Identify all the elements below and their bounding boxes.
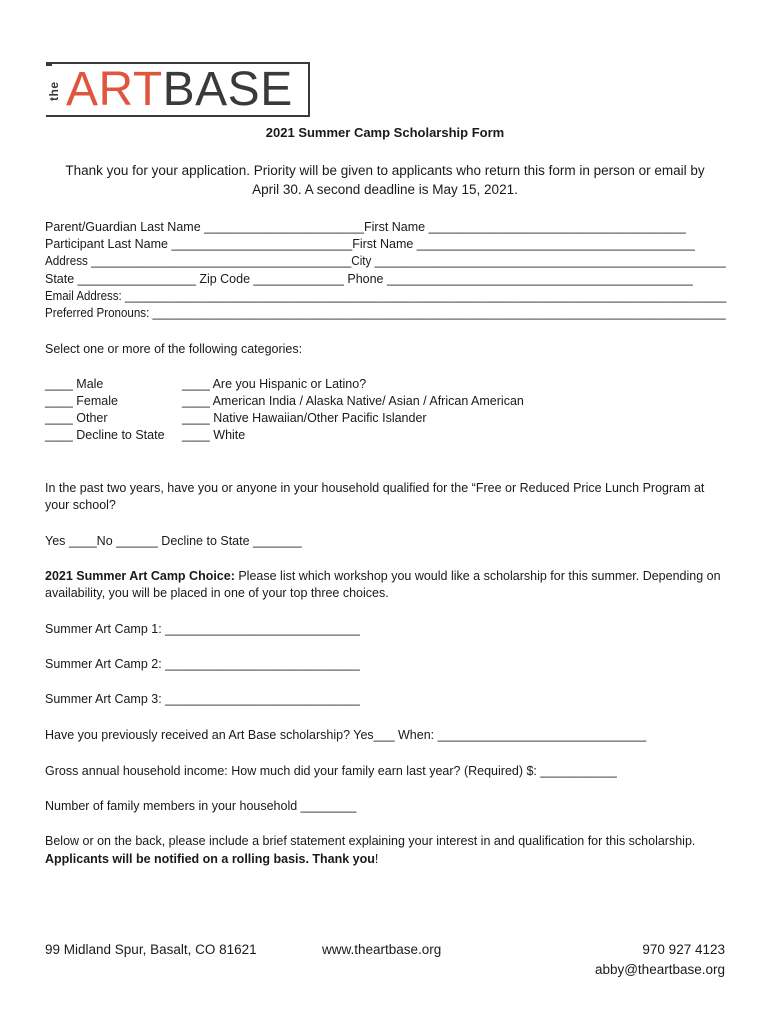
categories-prompt: Select one or more of the following categories: — [45, 342, 303, 356]
footer-website[interactable]: www.theartbase.org — [322, 942, 442, 957]
footer-address: 99 Midland Spur, Basalt, CO 81621 — [45, 942, 257, 957]
summer-camp-3-field[interactable]: Summer Art Camp 3: ____________________________ — [45, 692, 360, 706]
artbase-logo — [46, 62, 310, 117]
camp-choice-line-2: availability, you will be placed in one of your top three choices. — [45, 586, 389, 600]
summer-camp-2-field[interactable]: Summer Art Camp 2: ____________________________ — [45, 657, 360, 671]
lunch-question-line-1: In the past two years, have you or anyone in your household qualified for the “Free or Reduced Price Lunch Program at — [45, 481, 705, 495]
notification-notice — [45, 851, 378, 867]
option-white[interactable]: ____ White — [182, 428, 246, 442]
state-zip-phone-field[interactable]: State _________________ Zip Code _____________ Phone ____________________________________________ — [45, 272, 693, 286]
previous-scholarship-field[interactable]: Have you previously received an Art Base scholarship? Yes___ When: ______________________________ — [45, 728, 647, 742]
option-male[interactable]: ____ Male — [45, 377, 104, 391]
logo-art: ART — [66, 63, 163, 116]
pronouns-field[interactable]: Preferred Pronouns: _________________________________________________________________________________________ — [45, 306, 726, 320]
address-city-field[interactable]: Address ________________________________________City ______________________________________________________ — [45, 254, 726, 268]
logo-wordmark — [66, 63, 293, 117]
camp-choice-text: Please list which workshop you would like a scholarship for this summer. Depending on — [234, 569, 721, 583]
intro-line-1: Thank you for your application. Priority will be given to applicants who return this form in person or email by — [65, 163, 705, 178]
statement-instruction: Below or on the back, please include a brief statement explaining your interest in and qualification for this scholarship. — [45, 834, 696, 848]
camp-choice-label: 2021 Summer Art Camp Choice: — [45, 569, 235, 583]
email-field[interactable]: Email Address: ______________________________________________________________________________________________ — [45, 289, 727, 303]
parent-name-field[interactable]: Parent/Guardian Last Name _______________________First Name _____________________________________ — [45, 220, 686, 234]
option-other[interactable]: ____ Other — [45, 411, 108, 425]
footer-phone: 970 927 4123 — [642, 942, 725, 957]
footer-email[interactable]: abby@theartbase.org — [594, 962, 725, 977]
option-female[interactable]: ____ Female — [45, 394, 118, 408]
intro-line-2: April 30. A second deadline is May 15, 2021. — [252, 182, 518, 197]
logo-base: BASE — [162, 63, 293, 116]
option-native-hawaiian[interactable]: ____ Native Hawaiian/Other Pacific Islander — [182, 411, 427, 425]
notice-end: ! — [374, 852, 379, 866]
participant-name-field[interactable]: Participant Last Name __________________________First Name ________________________________________ — [45, 237, 695, 251]
camp-choice-line-1 — [45, 568, 721, 584]
lunch-answer-field[interactable]: Yes ____No ______ Decline to State _______ — [45, 534, 302, 548]
summer-camp-1-field[interactable]: Summer Art Camp 1: ____________________________ — [45, 622, 360, 636]
option-american-indian-asian-african[interactable]: ____ American India / Alaska Native/ Asian / African American — [182, 394, 524, 408]
form-title: 2021 Summer Camp Scholarship Form — [265, 125, 505, 140]
family-members-field[interactable]: Number of family members in your household ________ — [45, 799, 357, 813]
option-decline-gender[interactable]: ____ Decline to State — [45, 428, 165, 442]
income-field[interactable]: Gross annual household income: How much did your family earn last year? (Required) $: ___________ — [45, 764, 617, 778]
logo-the: the — [47, 81, 61, 102]
lunch-question-line-2: your school? — [45, 498, 116, 512]
notice-bold: Applicants will be notified on a rolling basis. Thank you — [45, 852, 375, 866]
option-hispanic-latino[interactable]: ____ Are you Hispanic or Latino? — [182, 377, 367, 391]
